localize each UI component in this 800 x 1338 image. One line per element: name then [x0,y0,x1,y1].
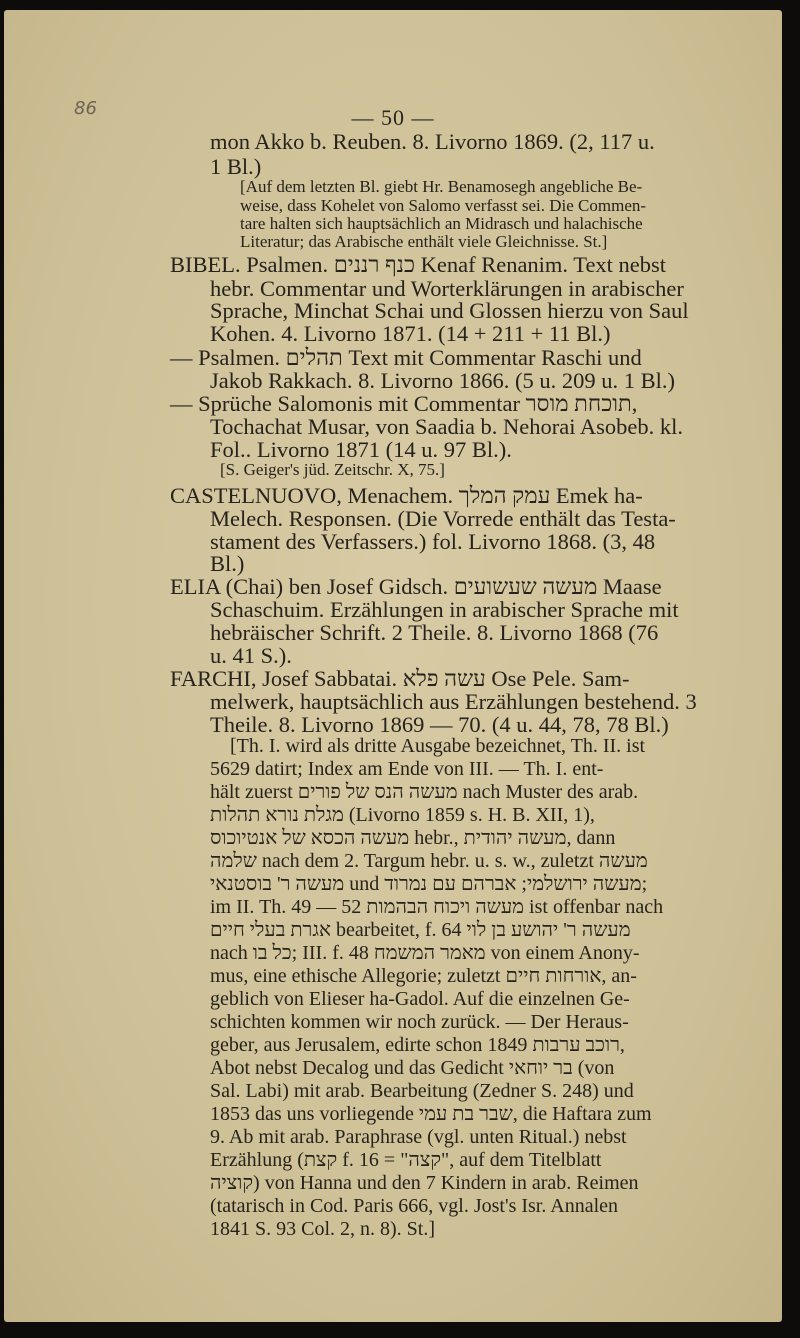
text-line: Literatur; das Arabische enthält viele Gleichnisse. St.] [240,232,608,251]
text-line: nach כל בו; III. f. 48 מאמר המשמח von einem Anony- [210,942,640,964]
text-line: קוציה) von Hanna und den 7 Kindern in arab. Reimen [210,1172,639,1194]
text-line: tare halten sich hauptsächlich an Midrasch und halachische [240,214,643,233]
text-line: 9. Ab mit arab. Paraphrase (vgl. unten Ritual.) nebst [210,1126,627,1148]
text-line: geber, aus Jerusalem, edirte schon 1849 רוכב ערבות, [210,1034,625,1056]
text-line: im II. Th. 49 — 52 מעשה ויכוח הבהמות ist offenbar nach [210,896,664,918]
text-line: [Th. I. wird als dritte Ausgabe bezeichnet, Th. II. ist [230,735,646,757]
text-line: Jakob Rakkach. 8. Livorno 1866. (5 u. 209 u. 1 Bl.) [210,368,675,393]
text-line: Sprache, Minchat Schai und Glossen hierzu von Saul [210,298,689,323]
text-line: hält zuerst מעשה הנס של פורים nach Muster des arab. [210,781,639,803]
text-line: Bl.) [210,551,245,576]
text-line: hebr. Commentar und Worterklärungen in arabischer [210,276,684,301]
text-line: Abot nebst Decalog und das Gedicht בר יוחאי (von [210,1057,615,1079]
text-line: Kohen. 4. Livorno 1871. (14 + 211 + 11 Bl.) [210,321,611,346]
text-line: geblich von Elieser ha-Gadol. Auf die einzelnen Ge- [210,988,630,1010]
text-line: 1841 S. 93 Col. 2, n. 8). St.] [210,1218,436,1240]
text-line: מגלת נורא תהלות (Livorno 1859 s. H. B. XII, 1), [210,804,595,826]
book-page [4,10,782,1322]
text-line: מעשה ר' בוסטנאי und מעשה ירושלמי; אברהם עם נמרוד; [210,873,648,895]
text-line: [S. Geiger's jüd. Zeitschr. X, 75.] [220,460,445,479]
text-line: Erzählung (קצת f. 16 = "קצה", auf dem Titelblatt [210,1149,602,1171]
text-line: אגרת בעלי חיים bearbeitet, f. 64 מעשה ר' יהושע בן לוי [210,919,631,941]
text-line: mon Akko b. Reuben. 8. Livorno 1869. (2, 117 u. [210,129,655,154]
text-line: BIBEL. Psalmen. כנף רננים Kenaf Renanim. Text nebst [170,252,667,277]
text-line: שלמה nach dem 2. Targum hebr. u. s. w., zuletzt מעשה [210,850,648,872]
text-line: melwerk, hauptsächlich aus Erzählungen bestehend. 3 [210,689,697,714]
text-line: schichten kommen wir noch zurück. — Der Heraus- [210,1011,629,1033]
text-line: 1853 das uns vorliegende שבר בת עמי, die Haftara zum [210,1103,652,1125]
text-line: stament des Verfassers.) fol. Livorno 1868. (3, 48 [210,529,656,554]
text-line: FARCHI, Josef Sabbatai. עשה פלא Ose Pele. Sam- [170,666,630,691]
text-line: Tochachat Musar, von Saadia b. Nehorai Asobeb. kl. [210,414,684,439]
text-line: u. 41 S.). [210,643,292,668]
text-line: 1 Bl.) [210,154,262,179]
text-line: hebräischer Schrift. 2 Theile. 8. Livorno 1868 (76 [210,620,659,645]
text-line: (tatarisch in Cod. Paris 666, vgl. Jost's Isr. Annalen [210,1195,619,1217]
text-line: mus, eine ethische Allegorie; zuletzt אורחות חיים, an- [210,965,637,987]
text-line: ELIA (Chai) ben Josef Gidsch. מעשה שעשועים Maase [170,574,662,599]
margin-note: 86 [74,98,97,119]
text-line: — Sprüche Salomonis mit Commentar תוכחת מוסר, [170,391,638,416]
text-line: 5629 datirt; Index am Ende von III. — Th. I. ent- [210,758,604,780]
page-number: — 50 — [351,105,435,130]
text-line: Melech. Responsen. (Die Vorrede enthält das Testa- [210,506,676,531]
text-line: — Psalmen. תהלים Text mit Commentar Raschi und [170,345,642,370]
text-line: Sal. Labi) mit arab. Bearbeitung (Zedner S. 248) und [210,1080,634,1102]
text-line: Fol.. Livorno 1871 (14 u. 97 Bl.). [210,437,512,462]
text-line: Schaschuim. Erzählungen in arabischer Sprache mit [210,597,679,622]
text-line: [Auf dem letzten Bl. giebt Hr. Benamosegh angebliche Be- [240,177,643,196]
text-line: Theile. 8. Livorno 1869 — 70. (4 u. 44, 78, 78 Bl.) [210,712,669,737]
text-line: CASTELNUOVO, Menachem. עמק המלך Emek ha- [170,483,643,508]
text-line: weise, dass Kohelet von Salomo verfasst sei. Die Commen- [240,196,647,215]
text-line: מעשה הכסא של אנטיוכוס hebr., מעשה יהודית, dann [210,827,616,849]
